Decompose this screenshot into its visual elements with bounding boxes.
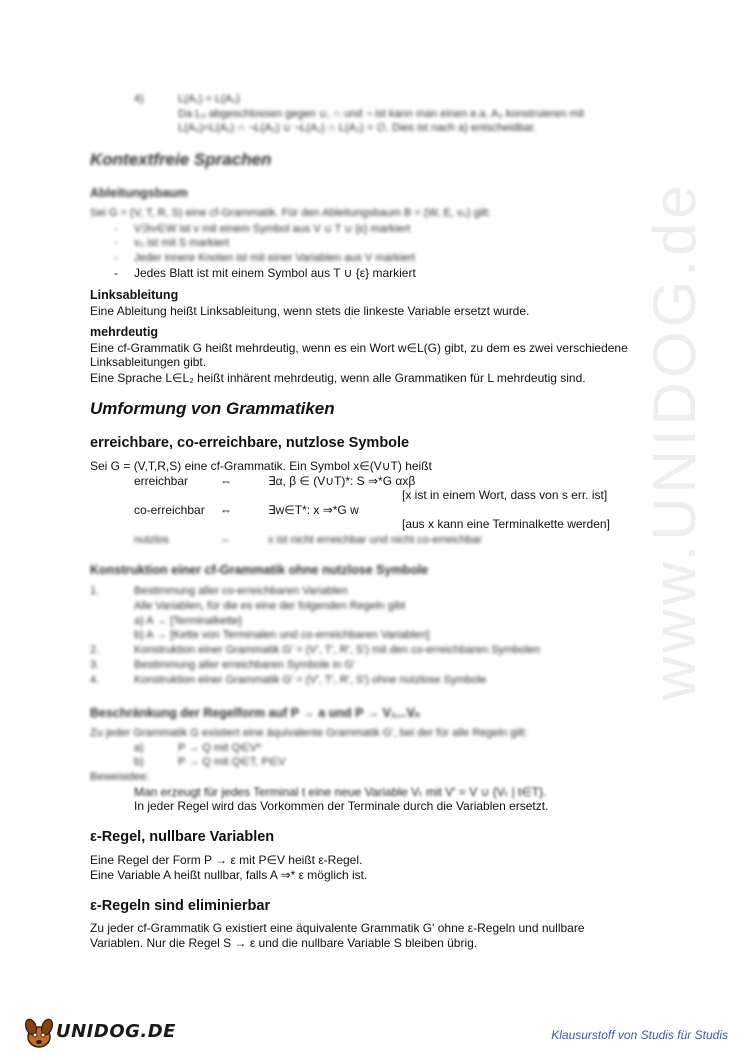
- bullet-dash: -: [114, 252, 118, 264]
- bullet-dash: -: [114, 223, 118, 235]
- term-co-erreichbar: co-erreichbar: [134, 503, 205, 517]
- symbole-intro: Sei G = (V,T,R,S) eine cf-Grammatik. Ein Symbol x∈(V∪T) heißt: [90, 459, 432, 473]
- item-number: 4): [134, 93, 144, 105]
- bullet-4: Jedes Blatt ist mit einem Symbol aus T ∪ {ε} markiert: [134, 266, 416, 280]
- ableitungsbaum-intro: Sei G = (V, T, R, S) eine cf-Grammatik. Für den Ableitungsbaum B = (W, E, v₀) gilt:: [90, 207, 491, 219]
- heading-epsilon-regel: ε-Regel, nullbare Variablen: [90, 829, 275, 845]
- def-co-erreichbar: ∃w∈T*: x ⇒*G w: [268, 503, 359, 517]
- konstruktion-num-1: 1.: [90, 585, 100, 597]
- heading-eliminierbar: ε-Regeln sind eliminierbar: [90, 898, 271, 914]
- beschraenkung-intro: Zu jeder Grammatik G existiert eine äquivalente Grammatik G', bei der für alle Regeln gilt:: [90, 727, 528, 739]
- heading-konstruktion: Konstruktion einer cf-Grammatik ohne nutzlose Symbole: [90, 563, 429, 577]
- konstruktion-item-1c: a) A → [Terminalkette]: [134, 615, 242, 627]
- rule-b-label: b): [134, 756, 144, 768]
- dog-icon: [22, 1015, 56, 1051]
- section-title-umformung: Umformung von Grammatiken: [90, 399, 335, 418]
- konstruktion-item-4: Konstruktion einer Grammatik G' = (V', T', R', S') ohne nutzlose Symbole: [134, 674, 487, 686]
- logo-text: UNIDOG.DE: [56, 1021, 176, 1042]
- epsilon-line-1: Eine Regel der Form P → ε mit P∈V heißt ε-Regel.: [90, 853, 363, 867]
- bullet-3: Jeder innere Knoten ist mit einer Variablen aus V markiert: [134, 252, 416, 264]
- heading-beschraenkung: Beschränkung der Regelform auf P → a und P → V₁...Vₙ: [90, 706, 420, 720]
- watermark: www.UNIDOG.de: [641, 181, 708, 700]
- text-mehrdeutig-2: Linksableitungen gibt.: [90, 355, 207, 369]
- bullet-1: V∋v∈W ist v mit einem Symbol aus V ∪ T ∪ {ε} markiert: [134, 223, 411, 235]
- subtitle-symbole: erreichbare, co-erreichbare, nutzlose Symbole: [90, 435, 410, 451]
- heading-linksableitung: Linksableitung: [90, 288, 179, 302]
- konstruktion-num-2: 2.: [90, 644, 100, 656]
- term-erreichbar: erreichbar: [134, 474, 189, 488]
- equiv-sign: ⇔: [220, 534, 231, 546]
- top-line-2: Da L₃ abgeschlossen gegen ∪, ∩ und ¬ ist kann man einen e.a. A₃ konstruieren mit: [178, 108, 585, 120]
- konstruktion-item-2: Konstruktion einer Grammatik G' = (V', T', R', S') mit den co-erreichbaren Symbolen: [134, 644, 541, 656]
- rule-a-text: P → Q mit Q∈V*: [178, 742, 262, 754]
- konstruktion-item-1: Bestimmung aller co-erreichbaren Variablen: [134, 585, 348, 597]
- konstruktion-item-1b: Alle Variablen, für die es eine der folgenden Regeln gibt: [134, 600, 406, 612]
- term-nutzlos: nutzlos: [134, 534, 169, 546]
- konstruktion-item-3: Bestimmung aller erreichbaren Symbole in G': [134, 659, 355, 671]
- note-co-erreichbar: [aus x kann eine Terminalkette werden]: [402, 517, 610, 531]
- text-linksableitung: Eine Ableitung heißt Linksableitung, wenn stets die linkeste Variable ersetzt wurde.: [90, 304, 530, 318]
- rule-a-label: a): [134, 742, 144, 754]
- bullet-dash: -: [114, 237, 118, 249]
- unidog-logo[interactable]: [22, 1015, 176, 1051]
- konstruktion-item-1d: b) A → [Kette von Terminalen und co-erreichbaren Variablen]: [134, 629, 430, 641]
- konstruktion-num-4: 4.: [90, 674, 100, 686]
- eliminierbar-line-1: Zu jeder cf-Grammatik G existiert eine äquivalente Grammatik G' ohne ε-Regeln und nullbare: [90, 921, 585, 935]
- bullet-dash: -: [114, 266, 118, 280]
- rule-b-text: P → Q mit Q∈T, P∈V: [178, 756, 286, 768]
- bullet-2: v₀ ist mit S markiert: [134, 237, 230, 249]
- section-title-kontextfreie: Kontextfreie Sprachen: [90, 150, 272, 169]
- def-erreichbar: ∃α, β ∈ (V∪T)*: S ⇒*G αxβ: [268, 474, 416, 488]
- note-erreichbar: [x ist in einem Wort, dass von s err. ist]: [402, 488, 608, 502]
- eliminierbar-line-2: Variablen. Nur die Regel S → ε und die nullbare Variable S bleiben übrig.: [90, 936, 478, 950]
- beweis-line-2: In jeder Regel wird das Vorkommen der Terminale durch die Variablen ersetzt.: [134, 799, 549, 813]
- def-nutzlos: x ist nicht erreichbar und nicht co-erreichbar: [268, 534, 482, 546]
- beweisidee-label: Beweisidee:: [90, 771, 150, 783]
- footer-slogan: Klausurstoff von Studis für Studis: [551, 1028, 728, 1042]
- epsilon-line-2: Eine Variable A heißt nullbar, falls A ⇒* ε möglich ist.: [90, 868, 368, 882]
- heading-mehrdeutig: mehrdeutig: [90, 325, 159, 339]
- top-line-3: L(A₃)=L(A₁) ∩ ¬L(A₂) ∪ ¬L(A₁) ∩ L(A₂) = ∅. Dies ist nach a) entscheidbar.: [178, 122, 537, 134]
- text-mehrdeutig-3: Eine Sprache L∈L₂ heißt inhärent mehrdeutig, wenn alle Grammatiken für L mehrdeutig sind.: [90, 371, 586, 385]
- subtitle-ableitungsbaum: Ableitungsbaum: [90, 186, 188, 200]
- beweis-line-1: Man erzeugt für jedes Terminal t eine neue Variable Vₜ mit V' = V ∪ {Vₜ | t∈T}.: [134, 785, 547, 799]
- equiv-sign: ⇔: [220, 474, 232, 488]
- text-mehrdeutig-1: Eine cf-Grammatik G heißt mehrdeutig, wenn es ein Wort w∈L(G) gibt, zu dem es zwei verschiedene: [90, 341, 628, 355]
- equiv-sign: ⇔: [220, 503, 232, 517]
- top-line-1: L(A₁) = L(A₂): [178, 93, 241, 105]
- konstruktion-num-3: 3.: [90, 659, 100, 671]
